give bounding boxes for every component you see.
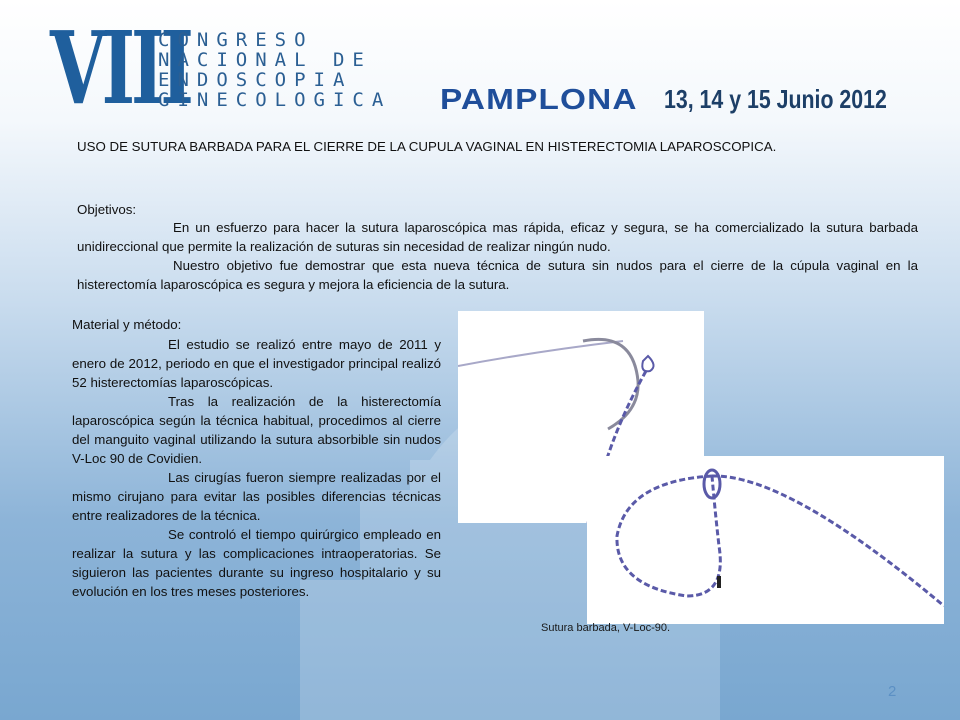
congress-name-line: GINECOLOGICA bbox=[158, 89, 392, 111]
objectives-paragraph: Nuestro objetivo fue demostrar que esta nueva técnica de sutura sin nudos para el cierre de la cúpula vaginal en la histerectomía laparoscópica es segura y mejora la eficiencia de la sutura. bbox=[77, 258, 918, 292]
objectives-heading: Objetivos: bbox=[77, 202, 137, 217]
methods-paragraph: Tras la realización de la histerectomía laparoscópica según la técnica habitual, procedimos al cierre del manguito vaginal utilizando la sutura absorbible sin nudos V-Loc 90 de Covidien. bbox=[72, 394, 441, 466]
congress-dates: 13, 14 y 15 Junio 2012 bbox=[664, 84, 887, 114]
congress-header bbox=[0, 0, 960, 125]
congress-edition-logo: VIII bbox=[50, 9, 190, 127]
congress-name-line: ENDOSCOPIA bbox=[158, 69, 353, 91]
methods-paragraph: El estudio se realizó entre mayo de 2011 y enero de 2012, periodo en que el investigador principal realizó 52 histerectomías laparoscópicas. bbox=[72, 337, 441, 390]
page-number: 2 bbox=[888, 683, 897, 700]
suture-loop-image bbox=[587, 456, 944, 624]
methods-body bbox=[72, 335, 441, 601]
methods-paragraph: Se controló el tiempo quirúrgico empleado en realizar la sutura y las complicaciones intraoperatorias. Se siguieron las pacientes durante su ingreso hospitalario y su evolución en los tres meses posteriores. bbox=[72, 527, 441, 599]
objectives-body bbox=[77, 218, 918, 294]
methods-heading: Material y método: bbox=[72, 317, 182, 332]
figure-caption: Sutura barbada, V-Loc-90. bbox=[541, 622, 671, 634]
slide-title: USO DE SUTURA BARBADA PARA EL CIERRE DE LA CUPULA VAGINAL EN HISTERECTOMIA LAPAROSCOPICA. bbox=[77, 139, 777, 154]
congress-name-line: NACIONAL DE bbox=[158, 49, 372, 71]
congress-name bbox=[158, 30, 391, 110]
methods-paragraph: Las cirugías fueron siempre realizadas por el mismo cirujano para evitar las posibles diferencias técnicas entre realizadores de la técnica. bbox=[72, 470, 441, 523]
congress-name-line: CONGRESO bbox=[158, 29, 314, 51]
congress-city: PAMPLONA bbox=[440, 84, 638, 116]
objectives-paragraph: En un esfuerzo para hacer la sutura laparoscópica mas rápida, eficaz y segura, se ha comercializado la sutura barbada unidireccional que permite la realización de suturas sin necesidad de realizar ningún nudo. bbox=[77, 220, 918, 254]
